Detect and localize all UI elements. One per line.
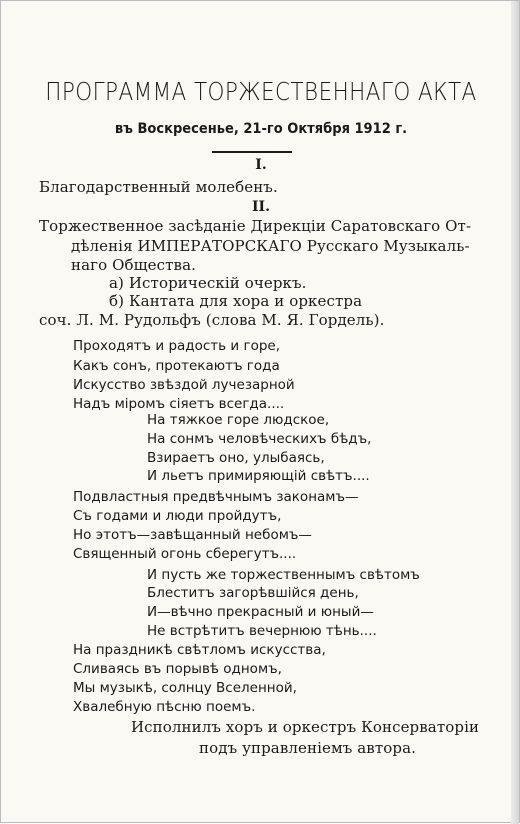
section-2-line-1: Торжественное засѣданіе Дирекціи Саратовскаго От- [39, 217, 472, 235]
verse-line: Взираетъ оно, улыбаясь, [147, 450, 325, 466]
performer-credit: Исполнилъ хоръ и оркестръ Консерваторіи [131, 718, 480, 736]
verse-line: Сливаясь въ порывѣ одномъ, [73, 661, 282, 677]
composer-credit: соч. Л. М. Рудольфъ (слова М. Я. Гордель). [39, 311, 385, 329]
verse-line: И льетъ примиряющій свѣтъ.... [147, 468, 370, 484]
verse-line: Мы музыкѣ, солнцу Вселенной, [73, 680, 297, 696]
program-item-b: б) Кантата для хора и оркестра [109, 292, 363, 310]
verse-line: Проходятъ и радость и горе, [73, 338, 280, 354]
section-2-line-2: дѣленія ИМПЕРАТОРСКАГО Русскаго Музыкаль- [71, 237, 470, 255]
verse-line: Искусство звѣздой лучезарной [73, 377, 295, 393]
section-1-text: Благодарственный молебенъ. [39, 178, 278, 196]
verse-line: Блеститъ загорѣвшійся день, [147, 585, 359, 601]
title-divider [212, 151, 292, 153]
conductor-credit: подъ управленіемъ автора. [199, 739, 416, 757]
verse-line: На тяжкое горе людское, [147, 412, 330, 428]
verse-line: Священный огонь сберегутъ.... [73, 546, 297, 562]
verse-line: И—вѣчно прекрасный и юный— [147, 604, 374, 620]
verse-line: Не встрѣтитъ вечернюю тѣнь.... [147, 623, 377, 639]
verse-line: Какъ сонъ, протекаютъ года [73, 358, 280, 374]
verse-line: Хвалебную пѣсню поемъ. [73, 699, 256, 715]
verse-line: Подвластныя предвѣчнымъ законамъ— [73, 489, 359, 505]
verse-line: Съ годами и люди пройдутъ, [73, 508, 282, 524]
verse-line: На сонмъ человѣческихъ бѣдъ, [147, 431, 372, 447]
verse-line: На праздникѣ свѣтломъ искусства, [73, 642, 326, 658]
section-numeral-2: II. [252, 199, 270, 215]
verse-line: И пусть же торжественнымъ свѣтомъ [147, 567, 420, 583]
verse-line: Надъ міромъ сіяетъ всегда.... [73, 396, 285, 412]
program-item-a: а) Историческій очеркъ. [109, 274, 307, 292]
program-title: ПРОГРАММА ТОРЖЕСТВЕННАГО АКТА [45, 77, 477, 106]
verse-line: Но этотъ—завѣщанный небомъ— [73, 527, 312, 543]
event-date: въ Воскресенье, 21-го Октября 1912 г. [114, 121, 408, 137]
section-numeral-1: I. [255, 157, 267, 173]
section-2-line-3: наго Общества. [71, 256, 197, 274]
